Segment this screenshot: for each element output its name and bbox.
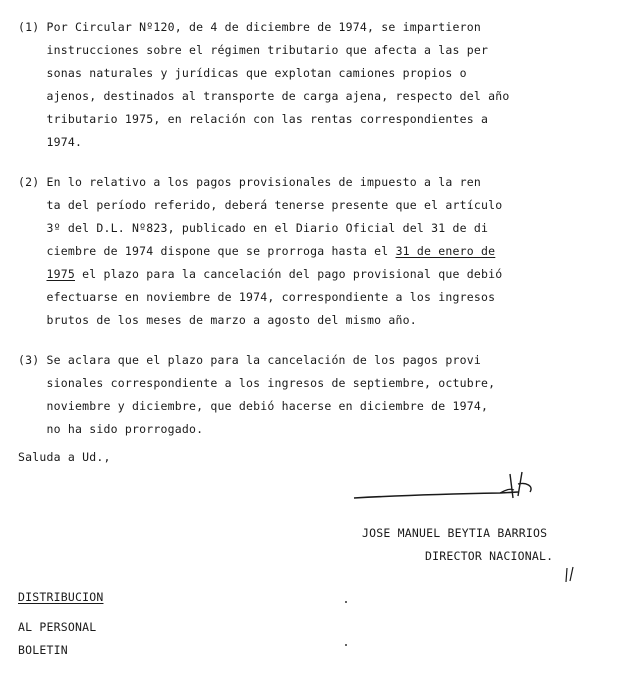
scan-speck (345, 644, 347, 646)
distribution-heading: DISTRIBUCION (18, 590, 104, 604)
paragraph-2-line-7: brutos de los meses de marzo a agosto del mismo año. (18, 313, 417, 327)
paragraph-3-line-2: sionales correspondiente a los ingresos de septiembre, octubre, (18, 376, 496, 390)
paragraph-2-line-5-indent (18, 267, 47, 281)
paragraph-3-line-1: (3) Se aclara que el plazo para la cancelación de los pagos provi (18, 353, 482, 367)
paragraph-2-line-3: 3º del D.L. Nº823, publicado en el Diario Oficial del 31 de di (18, 221, 489, 235)
paragraph-2-line-5 (18, 269, 502, 281)
underlined-date-jan: 31 de enero de (395, 244, 496, 258)
paragraph-1-line-1: (1) Por Circular Nº120, de 4 de diciembre de 1974, se impartieron (18, 20, 482, 34)
paragraph-1-line-6: 1974. (18, 135, 83, 149)
underlined-year-1975: 1975 (46, 267, 75, 281)
paragraph-2-line-4 (18, 246, 495, 258)
scan-speck (345, 601, 347, 603)
paragraph-1-line-3: sonas naturales y jurídicas que explotan camiones propios o (18, 66, 467, 80)
signature-title: DIRECTOR NACIONAL. (425, 549, 554, 563)
handwritten-signature (350, 468, 550, 508)
paragraph-2-line-5-text: el plazo para la cancelación del pago provisional que debió (75, 267, 503, 281)
paragraph-2-line-4-text: ciembre de 1974 dispone que se prorroga hasta el (18, 244, 396, 258)
paragraph-2-line-2: ta del período referido, deberá tenerse presente que el artículo (18, 198, 503, 212)
paragraph-2-line-6: efectuarse en noviembre de 1974, correspondiente a los ingresos (18, 290, 496, 304)
paragraph-1-line-2: instrucciones sobre el régimen tributario que afecta a las per (18, 43, 489, 57)
paragraph-3-line-4: no ha sido prorrogado. (18, 422, 204, 436)
paragraph-2-line-1: (2) En lo relativo a los pagos provisionales de impuesto a la ren (18, 175, 482, 189)
paragraph-1-line-4: ajenos, destinados al transporte de carga ajena, respecto del año (18, 89, 510, 103)
paragraph-3-line-3: noviembre y diciembre, que debió hacerse en diciembre de 1974, (18, 399, 489, 413)
distribution-item-boletin: BOLETIN (18, 643, 68, 657)
signature-name: JOSE MANUEL BEYTIA BARRIOS (362, 526, 548, 540)
initials-mark (564, 566, 576, 584)
paragraph-1-line-5: tributario 1975, en relación con las rentas correspondientes a (18, 112, 489, 126)
distribution-item-personal: AL PERSONAL (18, 620, 97, 634)
closing-salutation: Saluda a Ud., (18, 450, 111, 464)
